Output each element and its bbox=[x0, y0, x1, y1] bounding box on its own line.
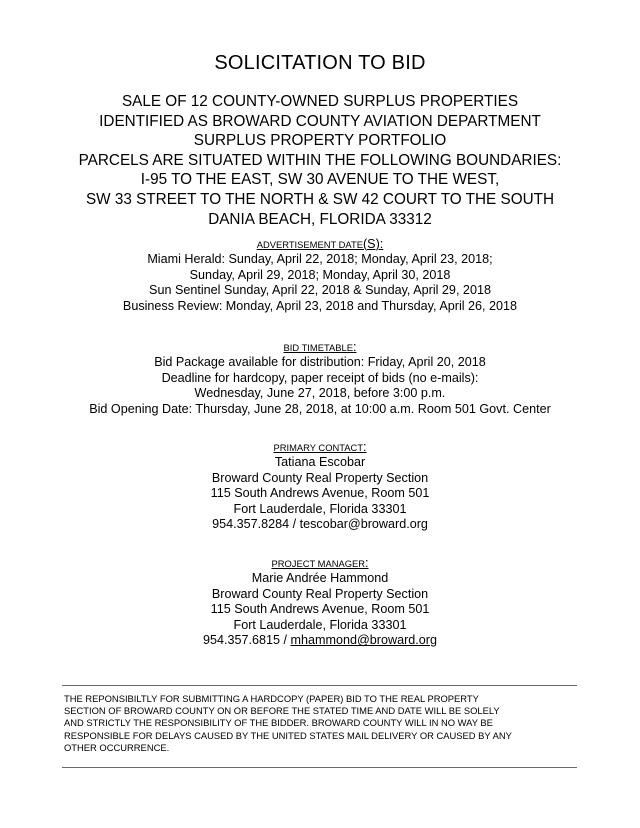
divider-top bbox=[62, 685, 577, 686]
advertisement-line: Miami Herald: Sunday, April 22, 2018; Monday, April 23, 2018; bbox=[147, 252, 493, 266]
description-line: PARCELS ARE SITUATED WITHIN THE FOLLOWING BOUNDARIES: bbox=[78, 151, 562, 169]
disclaimer-line: SECTION OF BROWARD COUNTY ON OR BEFORE THE STATED TIME AND DATE WILL BE SOLELY bbox=[64, 705, 500, 717]
timetable-line: Wednesday, June 27, 2018, before 3:00 p.m. bbox=[194, 386, 446, 401]
manager-org: Broward County Real Property Section bbox=[211, 586, 429, 601]
bid-timetable-heading: BID TIMETABLE: bbox=[283, 340, 357, 354]
contact-org: Broward County Real Property Section bbox=[211, 470, 429, 485]
advertisement-line: Sunday, April 29, 2018; Monday, April 30, 2018 bbox=[189, 267, 451, 282]
disclaimer-line: RESPONSIBLE FOR DELAYS CAUSED BY THE UNITED STATES MAIL DELIVERY OR CAUSED BY ANY bbox=[64, 729, 512, 741]
primary-contact-section bbox=[0, 440, 640, 533]
divider-bottom bbox=[62, 767, 577, 768]
disclaimer-line: THE REPONSIBILTLY FOR SUBMITTING A HARDCOPY (PAPER) BID TO THE REAL PROPERTY bbox=[64, 693, 479, 704]
disclaimer-text bbox=[64, 693, 576, 754]
description-line: SW 33 STREET TO THE NORTH & SW 42 COURT TO THE SOUTH bbox=[85, 190, 555, 208]
description-line: IDENTIFIED AS BROWARD COUNTY AVIATION DEPARTMENT bbox=[99, 112, 541, 130]
manager-name: Marie Andrée Hammond bbox=[251, 571, 389, 585]
disclaimer-line: AND STRICTLY THE RESPONSIBILITY OF THE BIDDER. BROWARD COUNTY WILL IN NO WAY BE bbox=[64, 717, 493, 729]
project-manager-heading: PROJECT MANAGER: bbox=[271, 556, 369, 570]
timetable-line: Deadline for hardcopy, paper receipt of bids (no e-mails): bbox=[161, 370, 479, 385]
solicitation-description bbox=[0, 92, 640, 229]
contact-address: 115 South Andrews Avenue, Room 501 bbox=[210, 486, 430, 501]
advertisement-dates-heading: ADVERTISEMENT DATE(S): bbox=[256, 237, 384, 251]
primary-contact-heading: PRIMARY CONTACT: bbox=[273, 440, 367, 454]
contact-city: Fort Lauderdale, Florida 33301 bbox=[233, 501, 407, 516]
manager-contact-line bbox=[0, 633, 640, 649]
description-line: DANIA BEACH, FLORIDA 33312 bbox=[208, 210, 432, 228]
contact-name: Tatiana Escobar bbox=[274, 455, 366, 469]
disclaimer-line: OTHER OCCURRENCE. bbox=[64, 741, 170, 753]
manager-city: Fort Lauderdale, Florida 33301 bbox=[233, 617, 407, 632]
advertisement-line: Business Review: Monday, April 23, 2018 and Thursday, April 26, 2018 bbox=[122, 298, 518, 313]
description-line: SALE OF 12 COUNTY-OWNED SURPLUS PROPERTIES bbox=[121, 93, 519, 110]
description-line: I-95 TO THE EAST, SW 30 AVENUE TO THE WEST, bbox=[140, 171, 500, 189]
bid-timetable-section bbox=[0, 340, 640, 417]
manager-phone: 954.357.6815 / bbox=[202, 633, 291, 648]
description-line: SURPLUS PROPERTY PORTFOLIO bbox=[193, 132, 447, 150]
manager-address: 115 South Andrews Avenue, Room 501 bbox=[210, 602, 430, 617]
project-manager-section bbox=[0, 556, 640, 649]
advertisement-line: Sun Sentinel Sunday, April 22, 2018 & Sunday, April 29, 2018 bbox=[149, 283, 491, 298]
manager-email-link[interactable]: mhammond@broward.org bbox=[290, 633, 438, 648]
timetable-line: Bid Opening Date: Thursday, June 28, 2018, at 10:00 a.m. Room 501 Govt. Center bbox=[89, 401, 551, 416]
page-title: SOLICITATION TO BID bbox=[214, 52, 426, 74]
timetable-line: Bid Package available for distribution: Friday, April 20, 2018 bbox=[154, 355, 486, 369]
advertisement-dates-section bbox=[0, 237, 640, 314]
contact-phone-email: 954.357.8284 / tescobar@broward.org bbox=[212, 517, 428, 532]
